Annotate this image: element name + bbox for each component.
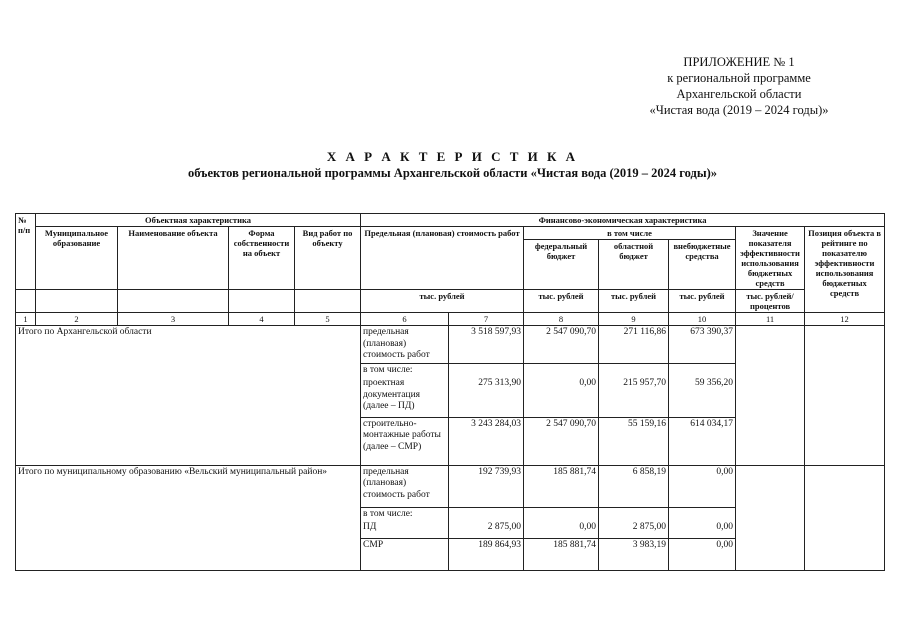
row-extra: 614 034,17	[669, 417, 736, 465]
row-total: 192 739,93	[449, 465, 524, 507]
appendix-block	[609, 54, 869, 118]
header-fin-char: Финансово-экономическая характеристика	[361, 214, 885, 227]
col-number: 7	[449, 313, 524, 326]
row-extra: 0,00	[669, 521, 736, 538]
header-regional: областной бюджет	[599, 240, 669, 290]
row-total: 275 313,90	[449, 377, 524, 417]
header-work-type: Вид работ по объекту	[295, 227, 361, 290]
row-extra: 59 356,20	[669, 377, 736, 417]
table-row	[16, 465, 885, 507]
row-label: проектная документация (далее – ПД)	[361, 377, 449, 417]
header-incl: в том числе	[524, 227, 736, 240]
row-label: строительно-монтажные работы (далее – СМР)	[361, 417, 449, 465]
col-number: 2	[36, 313, 118, 326]
header-extra: внебюджетные средства	[669, 240, 736, 290]
row-extra: 0,00	[669, 465, 736, 507]
header-num: № п/п	[16, 214, 36, 290]
row-label: в том числе:	[361, 507, 449, 521]
row-extra: 673 390,37	[669, 326, 736, 364]
unit-federal: тыс. рублей	[524, 290, 599, 313]
characteristics-table	[15, 213, 885, 571]
header-cost: Предельная (плановая) стоимость работ	[361, 227, 524, 290]
document-title: Х А Р А К Т Е Р И С Т И К А	[326, 149, 579, 164]
col-number: 3	[118, 313, 229, 326]
col-number: 1	[16, 313, 36, 326]
row-regional: 3 983,19	[599, 538, 669, 570]
col-number: 9	[599, 313, 669, 326]
row-label: предельная (плановая) стоимость работ	[361, 326, 449, 364]
header-object-name: Наименование объекта	[118, 227, 229, 290]
col-number: 12	[805, 313, 885, 326]
col-number: 8	[524, 313, 599, 326]
column-numbers-row	[16, 313, 885, 326]
row-label: СМР	[361, 538, 449, 570]
unit-cost: тыс. рублей	[361, 290, 524, 313]
col-number: 5	[295, 313, 361, 326]
unit-extra: тыс. рублей	[669, 290, 736, 313]
row-regional: 215 957,70	[599, 377, 669, 417]
row-label: ПД	[361, 521, 449, 538]
row-federal: 185 881,74	[524, 538, 599, 570]
col-number: 4	[229, 313, 295, 326]
row-label: в том числе:	[361, 363, 449, 377]
header-rating: Позиция объекта в рейтинге по показателю эффективности использования бюджетных средств	[805, 227, 885, 313]
row-label: предельная (плановая) стоимость работ	[361, 465, 449, 507]
row-federal: 2 547 090,70	[524, 326, 599, 364]
row-extra: 0,00	[669, 538, 736, 570]
row-regional: 271 116,86	[599, 326, 669, 364]
row-total: 189 864,93	[449, 538, 524, 570]
col-number: 6	[361, 313, 449, 326]
appendix-line-1: ПРИЛОЖЕНИЕ № 1	[683, 55, 795, 69]
unit-regional: тыс. рублей	[599, 290, 669, 313]
header-efficiency: Значение показателя эффективности использования бюджетных средств	[736, 227, 805, 290]
row-federal: 0,00	[524, 377, 599, 417]
header-object-char: Объектная характеристика	[36, 214, 361, 227]
group-name: Итого по Архангельской области	[16, 326, 361, 466]
row-regional: 6 858,19	[599, 465, 669, 507]
appendix-line-3: Архангельской области	[676, 87, 802, 101]
header-federal: федеральный бюджет	[524, 240, 599, 290]
row-total: 3 243 284,03	[449, 417, 524, 465]
header-ownership: Форма собственности на объект	[229, 227, 295, 290]
row-federal: 185 881,74	[524, 465, 599, 507]
appendix-line-2: к региональной программе	[667, 71, 811, 85]
appendix-line-4: «Чистая вода (2019 – 2024 годы)»	[649, 103, 829, 117]
row-federal: 0,00	[524, 521, 599, 538]
table-row	[16, 326, 885, 364]
row-regional: 55 159,16	[599, 417, 669, 465]
row-total: 3 518 597,93	[449, 326, 524, 364]
col-number: 11	[736, 313, 805, 326]
header-municipal: Муниципальное образование	[36, 227, 118, 290]
unit-efficiency: тыс. рублей/ процентов	[736, 290, 805, 313]
group-name: Итого по муниципальному образованию «Вельский муниципальный район»	[16, 465, 361, 570]
col-number: 10	[669, 313, 736, 326]
row-federal: 2 547 090,70	[524, 417, 599, 465]
row-total: 2 875,00	[449, 521, 524, 538]
row-regional: 2 875,00	[599, 521, 669, 538]
document-subtitle: объектов региональной программы Архангельской области «Чистая вода (2019 – 2024 годы)»	[187, 166, 718, 180]
